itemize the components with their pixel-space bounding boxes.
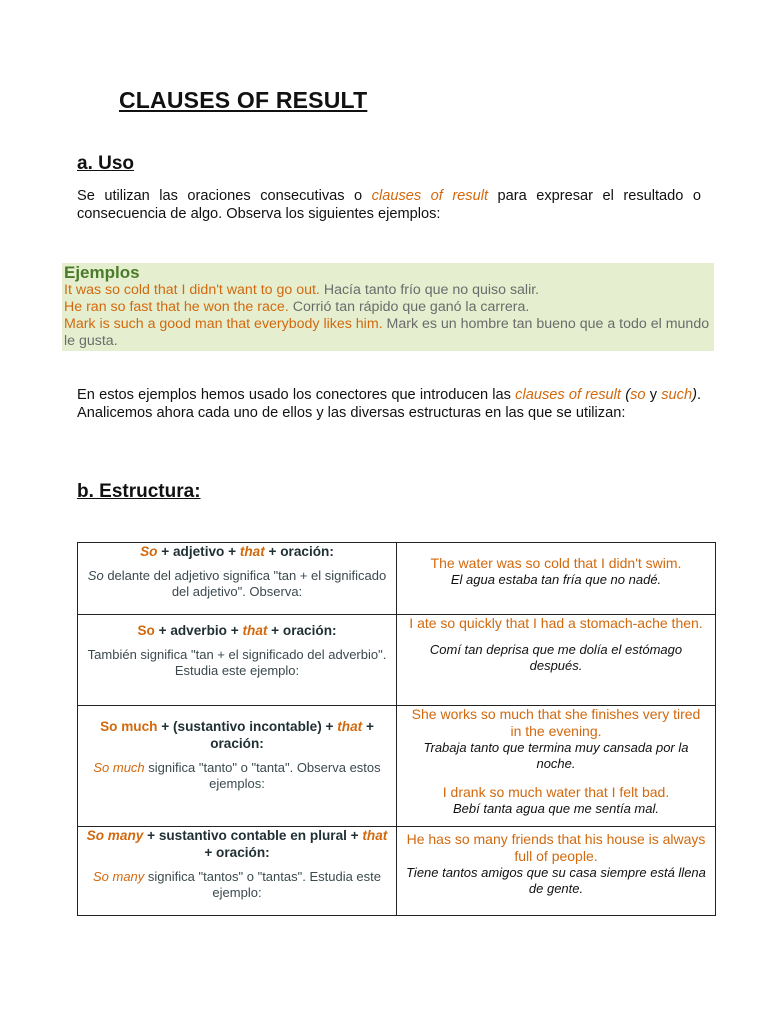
uso-term: clauses of result	[371, 188, 489, 204]
example-english: He ran so fast that he won the race.	[64, 299, 289, 315]
example-spanish: Hacía tanto frío que no quiso salir.	[319, 282, 540, 298]
formula-part: that	[242, 623, 268, 638]
example-english: It was so cold that I didn't want to go out.	[64, 282, 320, 298]
formula-part: So many	[86, 828, 144, 843]
connectors-paragraph	[77, 387, 701, 422]
example-line	[64, 282, 714, 299]
structure-cell-left	[78, 706, 397, 827]
formula-part: So much	[100, 719, 158, 734]
uso-text-end: para expresar el resultado o consecuencia de algo. Observa los siguientes ejemplos:	[77, 188, 701, 222]
structure-description	[86, 647, 388, 679]
structure-table	[77, 542, 716, 916]
example-spanish: Corrió tan rápido que ganó la carrera.	[288, 299, 530, 315]
example-english: I ate so quickly that I had a stomach-ache then.	[409, 615, 703, 631]
section-heading-uso: a. Uso	[77, 153, 135, 174]
structure-formula	[86, 827, 388, 861]
uso-text-start: Se utilizan las oraciones consecutivas o	[77, 188, 372, 204]
structure-row	[78, 706, 716, 827]
page-title: CLAUSES OF RESULT	[119, 87, 368, 113]
example-english: She works so much that she finishes very tired in the evening.	[411, 706, 701, 739]
structure-row	[78, 543, 716, 615]
structure-formula	[86, 622, 388, 639]
example-english: He has so many friends that his house is always full of people.	[406, 831, 706, 864]
formula-part: + oración:	[204, 845, 270, 860]
formula-part: that	[239, 544, 265, 559]
formula-part: So	[137, 623, 155, 638]
structure-cell-right	[397, 827, 716, 916]
examples-list	[64, 282, 714, 350]
structure-cell-right	[397, 543, 716, 615]
example-spanish: Mark es un hombre tan bueno que a todo el mundo le gusta.	[64, 316, 710, 349]
structure-cell-right	[397, 706, 716, 827]
description-part: So much	[93, 760, 145, 775]
example-spanish: Trabaja tanto que termina muy cansada por la noche.	[423, 740, 689, 771]
structure-cell-left	[78, 543, 397, 615]
structure-cell-left	[78, 827, 397, 916]
description-part: significa "tanto" o "tanta". Observa estos ejemplos:	[144, 760, 381, 791]
structure-cell-left	[78, 615, 397, 706]
structure-cell-right	[397, 615, 716, 706]
formula-part: + oración:	[264, 544, 334, 559]
description-part: So many	[92, 869, 145, 884]
structure-row	[78, 615, 716, 706]
description-part: significa "tantos" o "tantas". Estudia este ejemplo:	[144, 869, 381, 900]
formula-part: that	[337, 719, 363, 734]
structure-description	[86, 760, 388, 792]
structure-formula	[86, 543, 388, 560]
description-part: So	[87, 568, 104, 583]
formula-part: + sustantivo contable en plural +	[143, 828, 363, 843]
examples-title: Ejemplos	[64, 263, 140, 282]
connectors-term: clauses of result	[515, 387, 621, 403]
example-spanish: El agua estaba tan fría que no nadé.	[450, 572, 662, 587]
connectors-text-start: En estos ejemplos hemos usado los conectores que introducen las	[77, 387, 516, 403]
connector-so: so	[630, 387, 646, 403]
structure-description	[86, 568, 388, 600]
connector-and: y	[645, 387, 662, 403]
example-english: The water was so cold that I didn't swim.	[430, 555, 682, 571]
example-english: I drank so much water that I felt bad.	[442, 784, 670, 800]
structure-formula	[86, 718, 388, 752]
example-spanish: Comí tan deprisa que me dolía el estómago después.	[429, 642, 683, 673]
description-part: delante del adjetivo significa "tan + el significado del adjetivo". Observa:	[103, 568, 387, 599]
paren-open: (	[620, 387, 631, 403]
formula-part: + oración:	[267, 623, 337, 638]
example-line	[64, 316, 714, 350]
description-part: También significa "tan + el significado del adverbio". Estudia este ejemplo:	[87, 647, 387, 678]
paren-close: )	[692, 387, 697, 403]
formula-part: + adjetivo +	[157, 544, 240, 559]
structure-row	[78, 827, 716, 916]
uso-paragraph	[77, 187, 701, 223]
structure-description	[86, 869, 388, 901]
example-line	[64, 299, 714, 316]
example-spanish: Tiene tantos amigos que su casa siempre está llena de gente.	[406, 865, 706, 896]
section-heading-estructura: b. Estructura:	[77, 481, 201, 502]
example-english: Mark is such a good man that everybody likes him.	[64, 316, 383, 332]
formula-part: So	[140, 544, 158, 559]
example-spanish: Bebí tanta agua que me sentía mal.	[453, 801, 659, 816]
connector-such: such	[661, 387, 693, 403]
formula-part: + oración:	[210, 719, 374, 751]
formula-part: + adverbio +	[154, 623, 243, 638]
examples-box	[62, 263, 714, 351]
formula-part: + (sustantivo incontable) +	[157, 719, 338, 734]
formula-part: that	[362, 828, 388, 843]
connectors-text-end: . Analicemos ahora cada uno de ellos y las diversas estructuras en las que se utilizan:	[77, 387, 701, 421]
